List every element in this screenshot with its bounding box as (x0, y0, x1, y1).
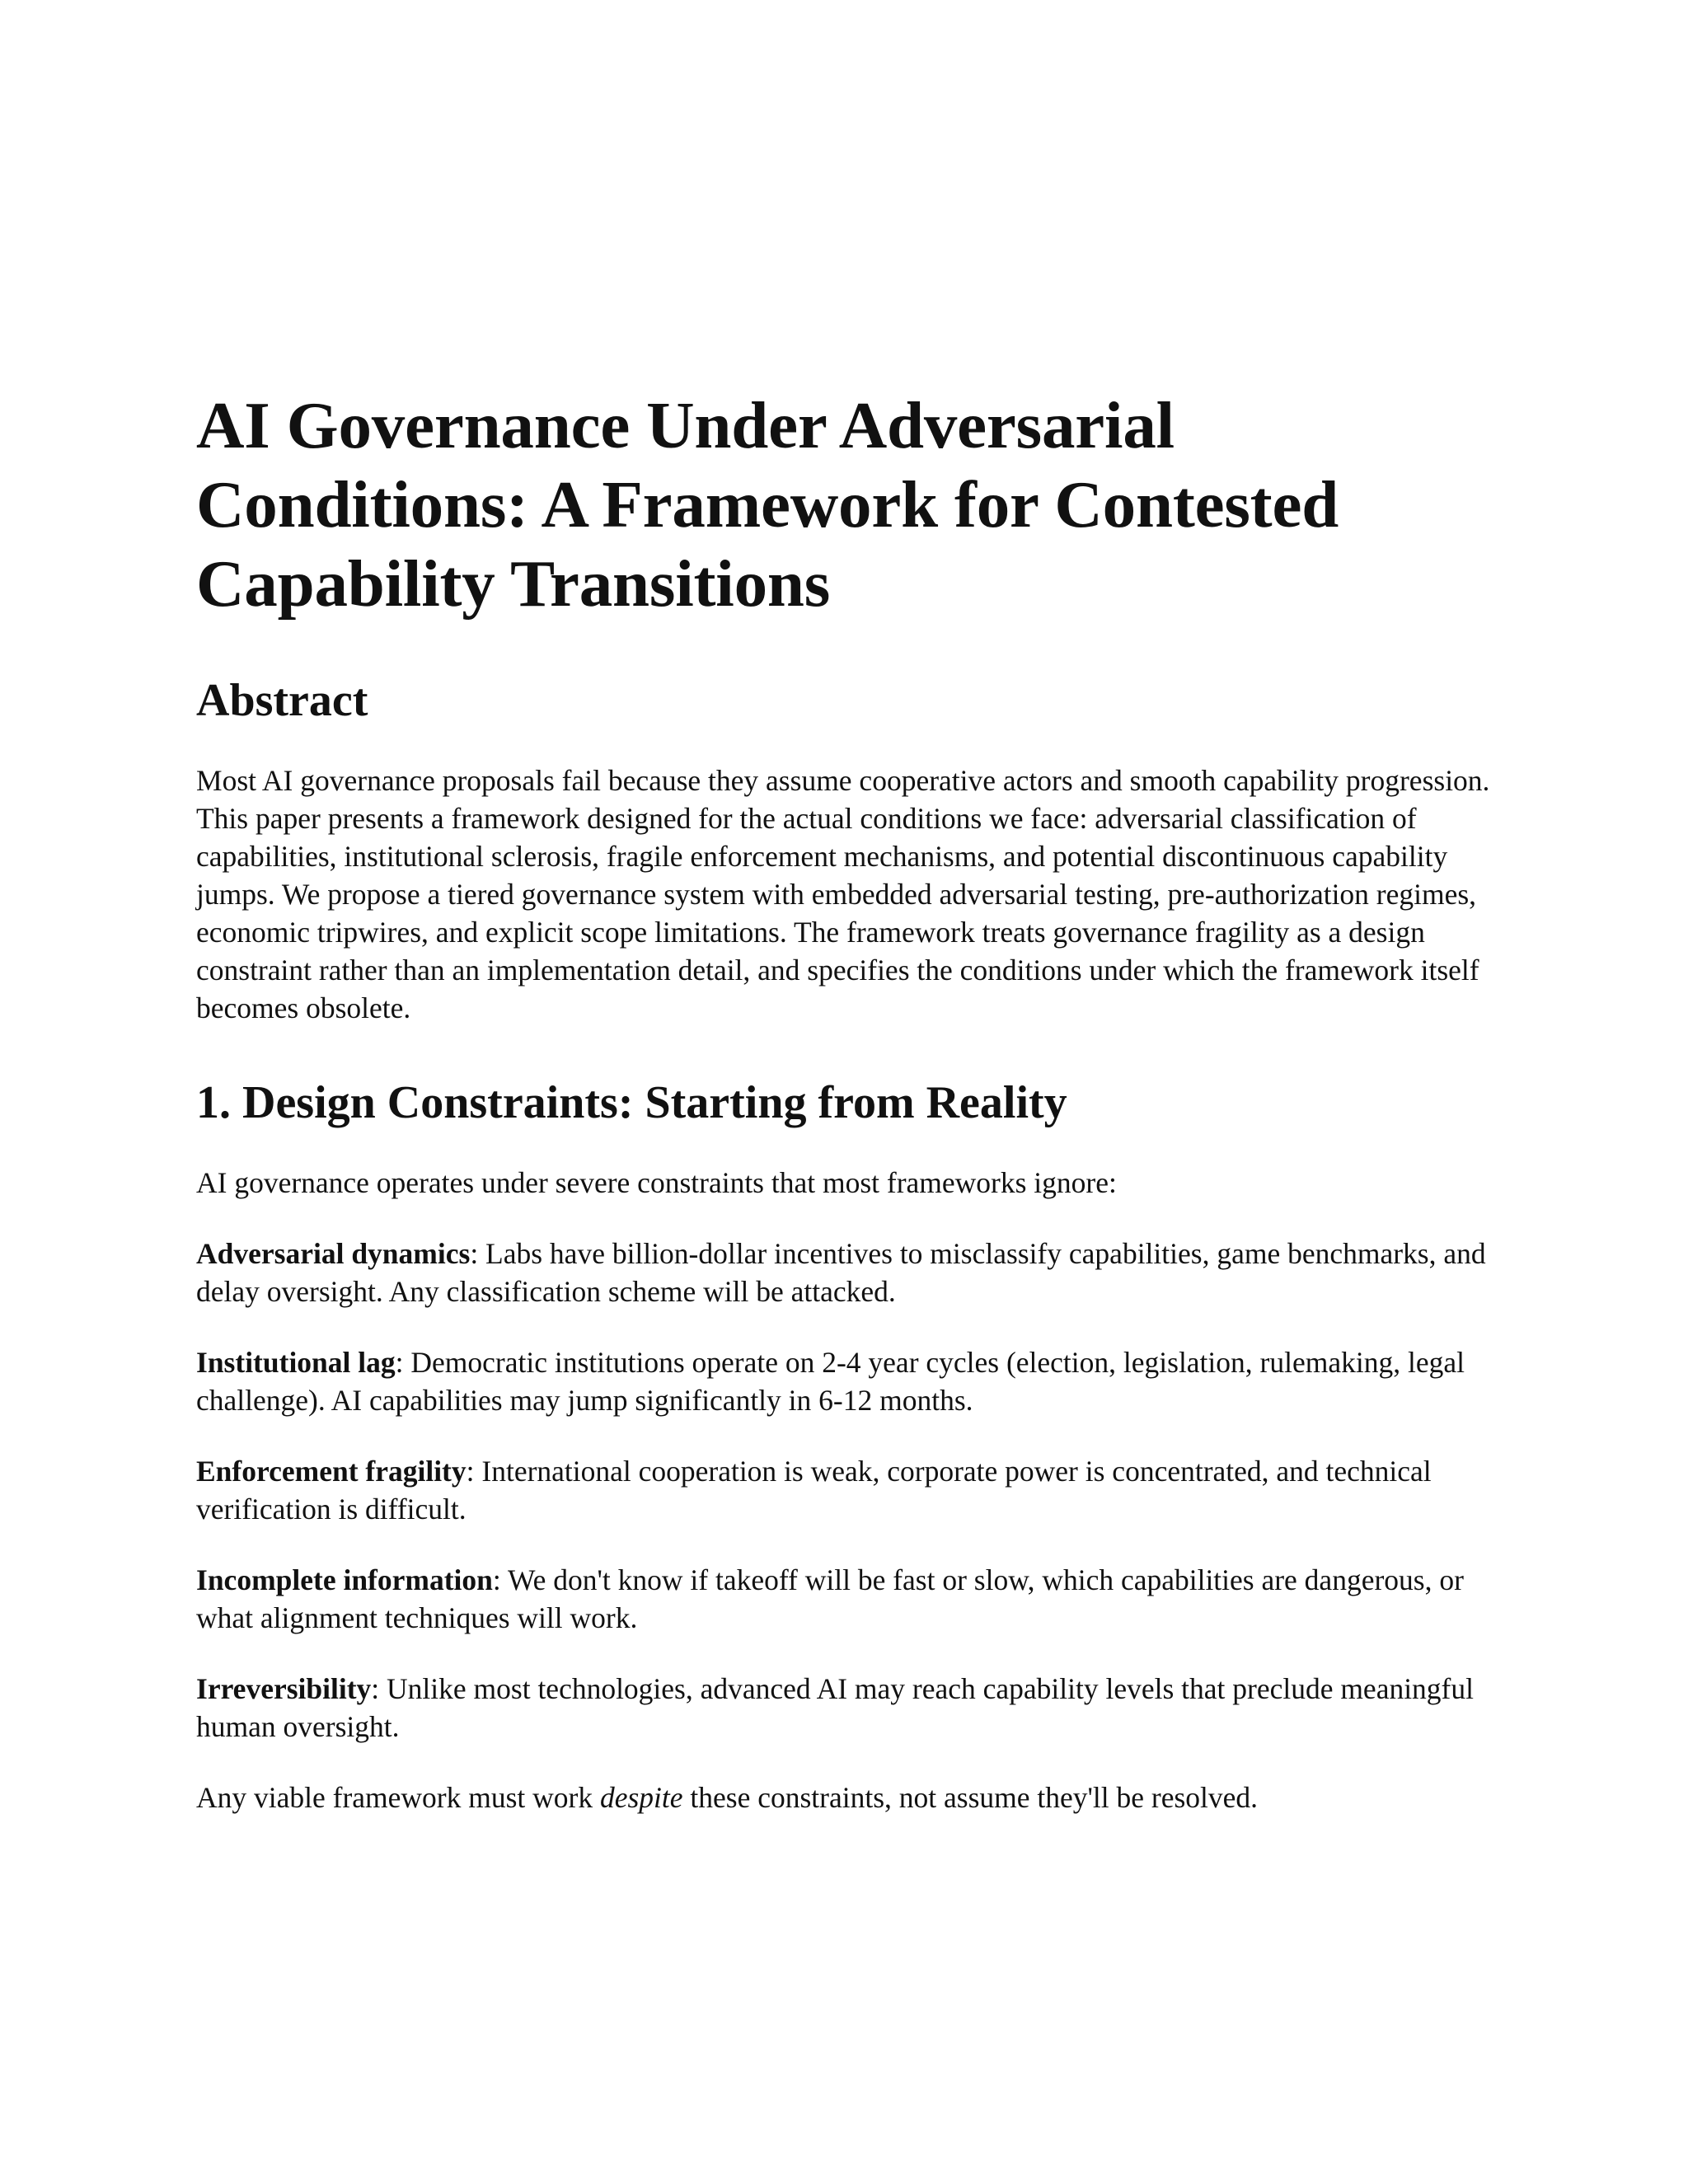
constraint-description: : International cooperation is weak, corporate power is concentrated, and technical verification is difficult. (196, 1455, 1432, 1526)
constraint-incomplete-information (196, 1561, 1498, 1637)
constraint-term: Institutional lag (196, 1346, 396, 1379)
document-title: AI Governance Under Adversarial Conditions: A Framework for Contested Capability Transitions (196, 388, 1339, 621)
constraint-adversarial-dynamics (196, 1235, 1498, 1310)
constraint-term: Adversarial dynamics (196, 1237, 471, 1270)
constraint-term: Enforcement fragility (196, 1455, 467, 1488)
closing-text-start: Any viable framework must work (196, 1781, 600, 1814)
abstract-heading: Abstract (196, 675, 368, 726)
constraint-institutional-lag (196, 1343, 1498, 1419)
section-1-heading: 1. Design Constraints: Starting from Reality (196, 1077, 1067, 1128)
section-1-closing (196, 1779, 1498, 1816)
abstract-paragraph: Most AI governance proposals fail because they assume cooperative actors and smooth capability progression. This paper presents a framework designed for the actual conditions we face: adversarial classification of capabilities, institutional sclerosis, fragile enforcement mechanisms, and potential discontinuous capability jumps. We propose a tiered governance system with embedded adversarial testing, pre-authorization regimes, economic tripwires, and explicit scope limitations. The framework treats governance fragility as a design constraint rather than an implementation detail, and specifies the conditions under which the framework itself becomes obsolete. (196, 764, 1490, 1024)
closing-emphasis: despite (599, 1781, 683, 1814)
constraint-term: Irreversibility (196, 1672, 372, 1705)
constraint-enforcement-fragility (196, 1452, 1498, 1528)
section-1-intro: AI governance operates under severe constraints that most frameworks ignore: (196, 1166, 1117, 1199)
constraint-description: : Labs have billion-dollar incentives to misclassify capabilities, game benchmarks, and delay oversight. Any classification scheme will be attacked. (196, 1237, 1486, 1308)
constraint-description: : We don't know if takeoff will be fast or slow, which capabilities are dangerous, or what alignment techniques will work. (196, 1563, 1464, 1634)
constraint-term: Incomplete information (196, 1563, 493, 1596)
constraint-irreversibility (196, 1670, 1498, 1746)
document-page (196, 386, 1498, 1816)
constraint-description: : Unlike most technologies, advanced AI may reach capability levels that preclude meaningful human oversight. (196, 1672, 1474, 1743)
constraint-description: : Democratic institutions operate on 2-4 year cycles (election, legislation, rulemaking, legal challenge). AI capabilities may jump significantly in 6-12 months. (196, 1346, 1465, 1417)
closing-text-end: these constraints, not assume they'll be resolved. (682, 1781, 1259, 1814)
